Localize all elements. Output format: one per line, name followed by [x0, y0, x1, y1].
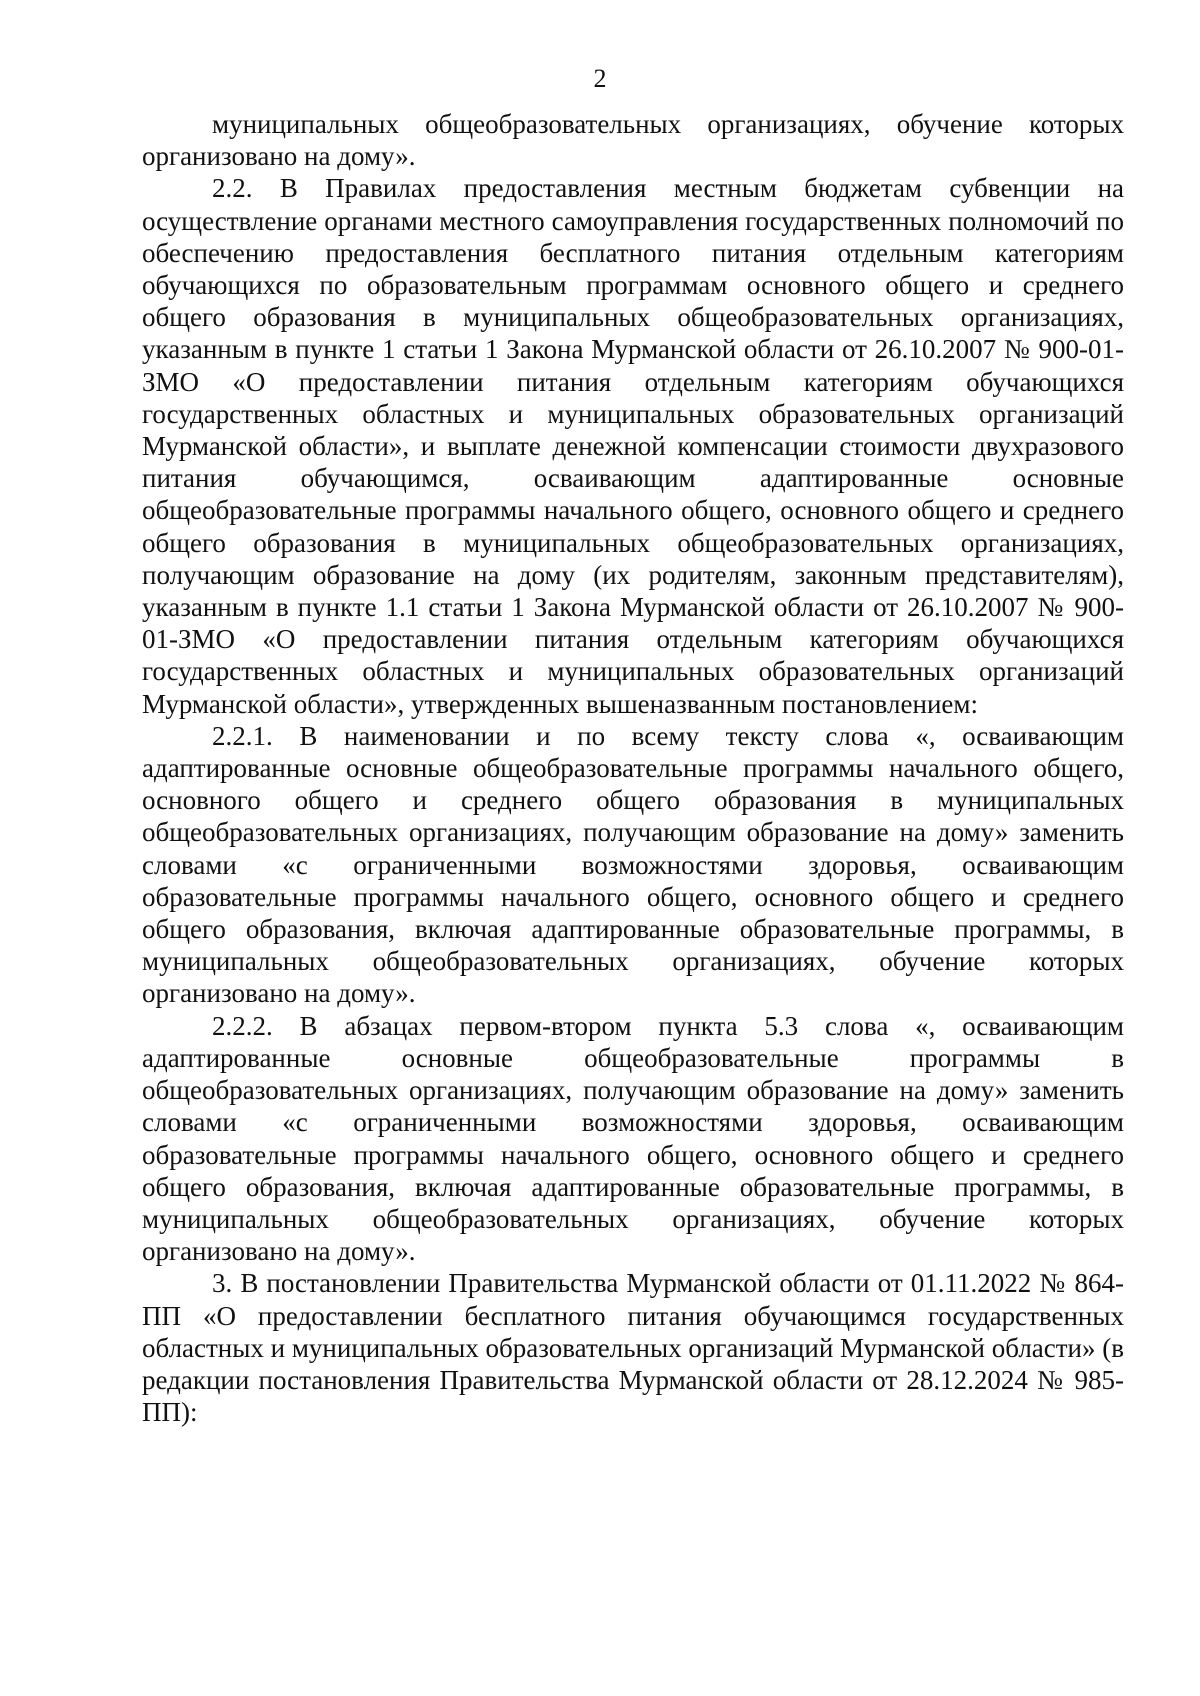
paragraph-continuation: муниципальных общеобразовательных организациях, обучение которых организовано на дому». [142, 109, 1124, 172]
page-number: 2 [593, 64, 607, 93]
document-body [142, 108, 1124, 1428]
paragraph-2-2-2: 2.2.2. В абзацах первом-втором пункта 5.3 слова «, осваивающим адаптированные основные общеобразовательные программы в общеобразовательных организациях, получающим образование на дому» заменить словами «с ограниченными возможностями здоровья, осваивающим образовательные программы начального общего, основного общего и среднего общего образования, включая адаптированные образовательные программы, в муниципальных общеобразовательных организациях, обучение которых организовано на дому». [142, 1010, 1124, 1267]
paragraph-3: 3. В постановлении Правительства Мурманской области от 01.11.2022 № 864-ПП «О предоставлении бесплатного питания обучающимся государственных областных и муниципальных образовательных организаций Мурманской области» (в редакции постановления Правительства Мурманской области от 28.12.2024 № 985-ПП): [142, 1268, 1124, 1428]
paragraph-2-2: 2.2. В Правилах предоставления местным бюджетам субвенции на осуществление органами местного самоуправления государственных полномочий по обеспечению предоставления бесплатного питания отдельным категориям обучающихся по образовательным программам основного общего и среднего общего образования в муниципальных общеобразовательных организациях, указанным в пункте 1 статьи 1 Закона Мурманской области от 26.10.2007 № 900-01-ЗМО «О предоставлении питания отдельным категориям обучающихся государственных областных и муниципальных образовательных организаций Мурманской области», и выплате денежной компенсации стоимости двухразового питания обучающимся, осваивающим адаптированные основные общеобразовательные программы начального общего, основного общего и среднего общего образования в муниципальных общеобразовательных организациях, получающим образование на дому (их родителям, законным представителям), указанным в пункте 1.1 статьи 1 Закона Мурманской области от 26.10.2007 № 900-01-ЗМО «О предоставлении питания отдельным категориям обучающихся государственных областных и муниципальных образовательных организаций Мурманской области», утвержденных вышеназванным постановлением: [142, 173, 1124, 719]
paragraph-2-2-1: 2.2.1. В наименовании и по всему тексту слова «, осваивающим адаптированные основные общеобразовательные программы начального общего, основного общего и среднего общего образования в муниципальных общеобразовательных организациях, получающим образование на дому» заменить словами «с ограниченными возможностями здоровья, осваивающим образовательные программы начального общего, основного общего и среднего общего образования, включая адаптированные образовательные программы, в муниципальных общеобразовательных организациях, обучение которых организовано на дому». [142, 720, 1124, 1009]
